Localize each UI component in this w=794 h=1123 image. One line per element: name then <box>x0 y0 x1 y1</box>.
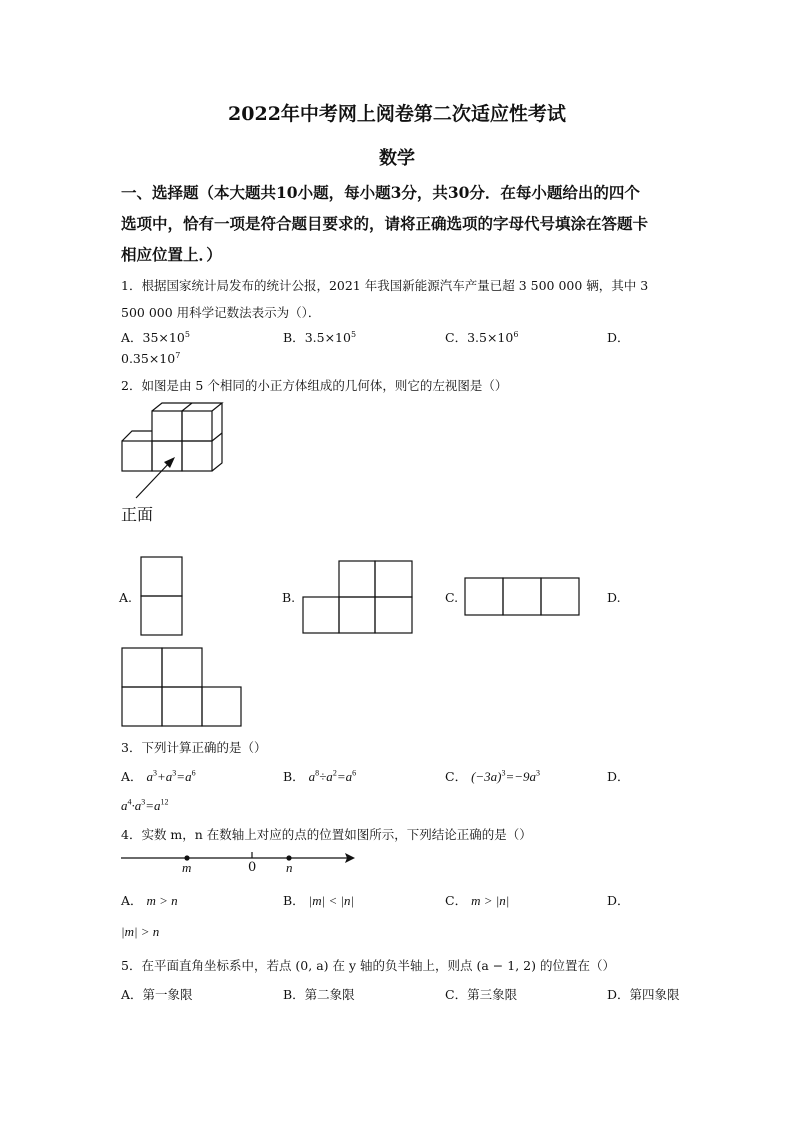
q2-option-c-label[interactable]: C. <box>445 590 459 605</box>
axis-label-n: n <box>286 860 293 875</box>
number-line <box>121 848 361 878</box>
q4-a-expression: m > n <box>146 893 178 908</box>
option-label: A． <box>121 893 143 908</box>
q3-option-d-label[interactable]: D． <box>607 769 630 784</box>
exponent: 5 <box>184 329 190 339</box>
option-label: B． <box>283 769 305 784</box>
q4-option-d-label[interactable]: D． <box>607 893 630 908</box>
option-label: B． <box>283 893 305 908</box>
exponent: 6 <box>513 329 519 339</box>
q3-stem: 3．下列计算正确的是（） <box>121 740 267 755</box>
q1-option-d-value <box>121 351 180 366</box>
option-label: C． <box>445 330 468 345</box>
q1-option-d-label[interactable]: D． <box>607 330 630 345</box>
q1-option-a[interactable] <box>121 328 190 346</box>
front-arrow <box>132 454 192 504</box>
q2-option-b-figure[interactable] <box>302 560 418 638</box>
option-value: 0.35×10 <box>121 351 176 367</box>
q2-option-b-label[interactable]: B. <box>282 590 296 605</box>
q1-stem-line1: 1．根据国家统计局发布的统计公报，2021 年我国新能源汽车产量已超 3 500 000 辆，其中 3 <box>121 278 649 293</box>
option-label: A． <box>121 330 143 345</box>
q2-option-c-figure[interactable] <box>464 577 584 619</box>
section-header-line1: 一、选择题（本大题共10小题，每小题3分，共30分．在每小题给出的四个 <box>121 183 640 202</box>
section-header-line3: 相应位置上．） <box>121 245 222 264</box>
option-label: C． <box>445 893 468 908</box>
front-label: 正面 <box>121 505 154 524</box>
q4-stem: 4．实数 m，n 在数轴上对应的点的位置如图所示，下列结论正确的是（） <box>121 827 532 842</box>
option-label: B． <box>283 330 305 345</box>
q4-c-expression: m > |n| <box>471 893 510 908</box>
q3-option-b[interactable] <box>283 767 356 785</box>
exponent: 5 <box>350 329 357 339</box>
q2-option-d-figure[interactable] <box>121 647 245 729</box>
q5-option-b[interactable]: B．第二象限 <box>283 987 355 1002</box>
q2-stem: 2．如图是由 5 个相同的小正方体组成的几何体，则它的左视图是（） <box>121 378 508 393</box>
q4-b-expression: |m| < |n| <box>308 893 355 908</box>
q2-option-d-label[interactable]: D. <box>607 590 621 605</box>
axis-label-zero: 0 <box>248 860 257 875</box>
q3-a-expression: $a^3+a^3=a^6$ <box>146 768 196 784</box>
q3-b-expression: $a^8\div a^2=a^6$ <box>308 768 357 784</box>
exponent: 7 <box>175 351 181 360</box>
q4-option-c[interactable] <box>445 891 509 909</box>
q4-option-b[interactable] <box>283 891 354 909</box>
option-value: 3.5×10 <box>304 330 351 345</box>
q5-option-d[interactable]: D．第四象限 <box>607 987 680 1002</box>
subject-title: 数学 <box>379 148 415 169</box>
axis-label-m: m <box>182 860 192 875</box>
exam-title: 2022年中考网上阅卷第二次适应性考试 <box>228 103 566 125</box>
q1-option-b[interactable] <box>283 328 356 346</box>
q5-option-c[interactable]: C．第三象限 <box>445 987 518 1002</box>
section-header-line2: 选项中，恰有一项是符合题目要求的，请将正确选项的字母代号填涂在答题卡 <box>121 214 649 233</box>
q4-option-a[interactable] <box>121 891 178 909</box>
q5-stem: 5．在平面直角坐标系中，若点 (0, a) 在 y 轴的负半轴上，则点 (a − 1, 2) 的位置在（） <box>121 958 615 973</box>
option-label: A． <box>121 769 143 784</box>
q3-option-a[interactable] <box>121 767 196 785</box>
option-value: 3.5×10 <box>467 330 514 345</box>
option-label: C． <box>445 769 468 784</box>
q1-stem-line2: 500 000 用科学记数法表示为（）． <box>121 305 321 320</box>
q3-option-c[interactable] <box>445 767 540 785</box>
q5-option-a[interactable]: A．第一象限 <box>121 987 193 1002</box>
option-value: 35×10 <box>142 330 185 345</box>
q1-option-c[interactable] <box>445 328 518 346</box>
q4-option-d-expression: |m| > n <box>121 924 160 939</box>
q2-option-a-figure[interactable] <box>140 556 190 638</box>
q3-c-expression: $(-3a)^3=-9a^3$ <box>471 768 541 784</box>
q3-option-d-expression: $a^4\cdot a^3=a^{12}$ <box>121 797 169 813</box>
q2-option-a-label[interactable]: A. <box>119 590 133 605</box>
